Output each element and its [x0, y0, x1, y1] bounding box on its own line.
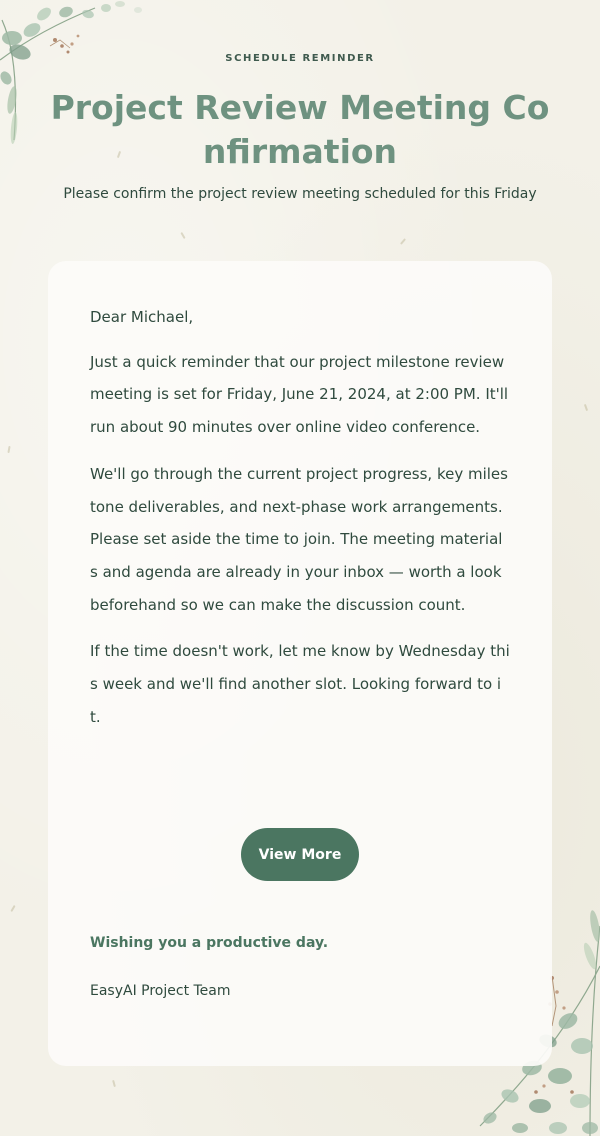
- greeting: Dear Michael,: [90, 308, 194, 326]
- body-paragraph: We'll go through the current project progress, key milestone deliverables, and next-phase work arrangements. Please set aside the time to join. The meeting materials and agenda are already in your inbox — worth a look beforehand so we can make the discussion count.: [90, 464, 508, 614]
- view-more-button[interactable]: View More: [241, 828, 359, 881]
- schedule-reminder-eyebrow: SCHEDULE REMINDER: [225, 53, 375, 64]
- paper-texture-speck: [584, 404, 588, 411]
- body-paragraph: If the time doesn't work, let me know by Wednesday this week and we'll find another slot. Looking forward to it.: [90, 642, 510, 726]
- paper-texture-speck: [10, 905, 15, 912]
- email-card: [48, 261, 552, 1066]
- paper-texture-speck: [400, 238, 406, 245]
- page-title: Project Review Meeting Confirmation: [50, 88, 550, 171]
- paper-texture-speck: [112, 1080, 116, 1087]
- paper-texture-speck: [7, 446, 10, 453]
- closing-line: Wishing you a productive day.: [90, 935, 329, 951]
- paper-texture-speck: [180, 232, 185, 239]
- page-subtitle: Please confirm the project review meeting scheduled for this Friday: [63, 186, 537, 202]
- email-body: [90, 301, 510, 747]
- signature: EasyAI Project Team: [90, 983, 231, 999]
- body-paragraph: Just a quick reminder that our project milestone review meeting is set for Friday, June 21, 2024, at 2:00 PM. It'll run about 90 minutes over online video conference.: [90, 352, 509, 437]
